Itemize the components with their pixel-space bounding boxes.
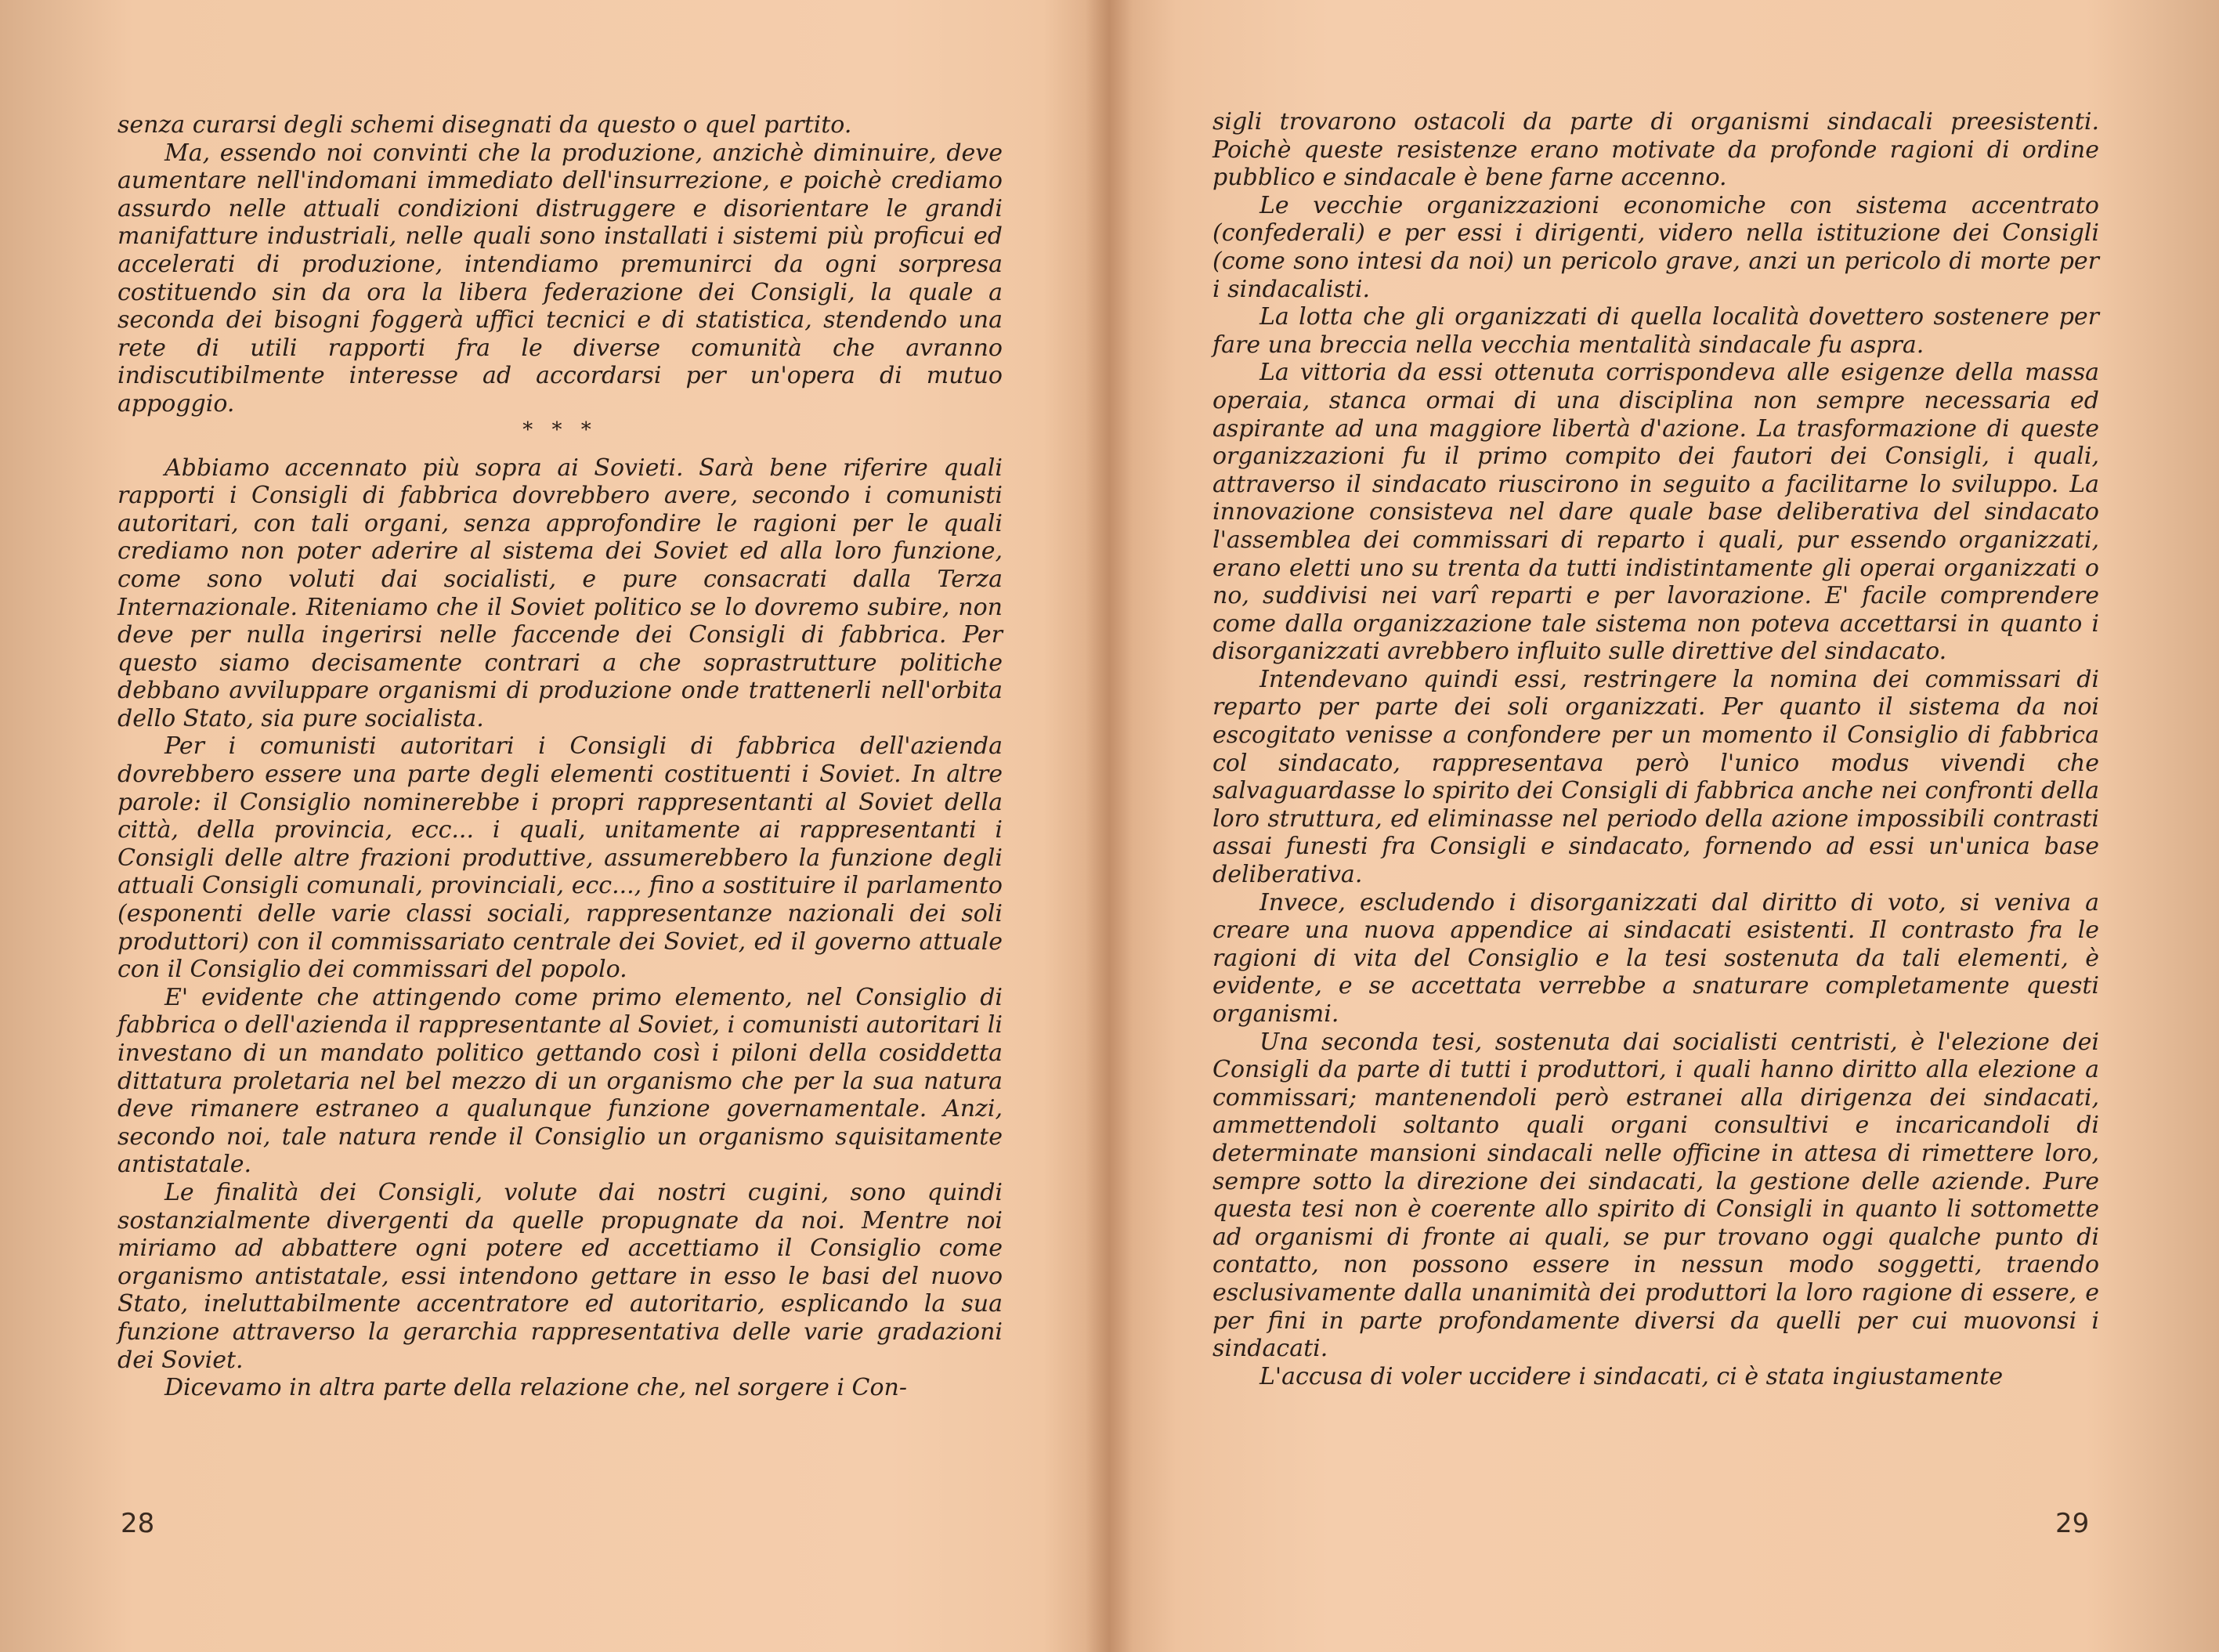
paragraph: La vittoria da essi ottenuta corrispondeva alle esigenze della massa operaia, stanca ormai di una disciplina non sempre necessaria ed aspirante ad una maggiore libertà d'azione. La trasformazione di queste organizzazioni fu il primo compito dei fautori dei Consigli, i quali, attraverso il sindacato riuscirono in seguito a facilitarne lo sviluppo. La innovazione consisteva nel dare quale base deliberativa del sindacato l'assemblea dei commissari di reparto i quali, pur essendo organizzati, erano eletti uno su trenta da tutti indistintamente gli operai organizzati o no, suddivisi nei varî reparti e per lavorazione. E' facile comprendere come dalla organizzazione tale sistema non poteva accettarsi in quanto i disorganizzati avrebbero influito sulle direttive del sindacato.	[1212, 359, 2099, 666]
paragraph: Ma, essendo noi convinti che la produzione, anzichè diminuire, deve aumentare nell'indomani immediato dell'insurrezione, e poichè crediamo assurdo nelle attuali condizioni distruggere e disorientare le grandi manifatture industriali, nelle quali sono installati i sistemi più proficui ed accelerati di produzione, intendiamo premunirci da ogni sorpresa costituendo sin da ora la libera federazione dei Consigli, la quale a seconda dei bisogni foggerà uffici tecnici e di statistica, stendendo una rete di utili rapporti fra le diverse comunità che avranno indiscutibilmente interesse ad accordarsi per un'opera di mutuo appoggio.	[117, 139, 1003, 418]
right-page	[1109, 0, 2219, 1652]
paragraph: Le finalità dei Consigli, volute dai nostri cugini, sono quindi sostanzialmente divergenti da quelle propugnate da noi. Mentre noi miriamo ad abbattere ogni potere ed accettiamo il Consiglio come organismo antistatale, essi intendono gettare in esso le basi del nuovo Stato, ineluttabilmente accentratore ed autoritario, esplicando la sua funzione attraverso la gerarchia rappresentativa delle varie gradazioni dei Soviet.	[117, 1178, 1003, 1374]
page-number: 28	[121, 1508, 155, 1539]
paragraph: Abbiamo accennato più sopra ai Sovieti. Sarà bene riferire quali rapporti i Consigli di fabbrica dovrebbero avere, secondo i comunisti autoritari, con tali organi, senza approfondire le ragioni per le quali crediamo non poter aderire al sistema dei Soviet ed alla loro funzione, come sono voluti dai socialisti, e pure consacrati dalla Terza Internazionale. Riteniamo che il Soviet politico se lo dovremo subire, non deve per nulla ingerirsi nelle faccende dei Consigli di fabbrica. Per questo siamo decisamente contrari a che soprastrutture politiche debbano avviluppare organismi di produzione onde trattenerli nell'orbita dello Stato, sia pure socialista.	[117, 454, 1003, 732]
paragraph: sigli trovarono ostacoli da parte di organismi sindacali preesistenti. Poichè queste resistenze erano motivate da profonde ragioni di ordine pubblico e sindacale è bene farne accenno.	[1212, 108, 2099, 192]
left-page	[0, 0, 1109, 1652]
paragraph: Invece, escludendo i disorganizzati dal diritto di voto, si veniva a creare una nuova appendice ai sindacati esistenti. Il contrasto fra le ragioni di vita del Consiglio e la tesi sostenuta da tali elementi, è evidente, e se accettata verrebbe a snaturare completamente questi organismi.	[1212, 888, 2099, 1028]
paragraph: Dicevamo in altra parte della relazione che, nel sorgere i Con-	[164, 1374, 907, 1402]
right-page-body	[1212, 108, 2099, 1390]
paragraph: Per i comunisti autoritari i Consigli di fabbrica dell'azienda dovrebbero essere una parte degli elementi costituenti i Soviet. In altre parole: il Consiglio nominerebbe i propri rappresentanti al Soviet della città, della provincia, ecc... i quali, unitamente ai rappresentanti i Consigli delle altre frazioni produttive, assumerebbero la funzione degli attuali Consigli comunali, provinciali, ecc..., fino a sostituire il parlamento (esponenti delle varie classi sociali, rappresentanze nazionali dei soli produttori) con il commissariato centrale dei Soviet, ed il governo attuale con il Consiglio dei commissari del popolo.	[117, 732, 1003, 984]
paragraph: Una seconda tesi, sostenuta dai socialisti centristi, è l'elezione dei Consigli da parte di tutti i produttori, i quali hanno diritto alla elezione a commissari; mantenendoli però estranei alla dirigenza dei sindacati, ammettendoli soltanto quali organi consultivi e incaricandoli di determinate mansioni sindacali nelle officine in attesa di rimettere loro, sempre sotto la direzione dei sindacati, la gestione delle aziende. Pure questa tesi non è coerente allo spirito di Consigli in quanto li sottomette ad organismi di fronte ai quali, se pur trovano oggi qualche punto di contatto, non possono essere in nessun modo soggetti, traendo esclusivamente dalla unanimità dei produttori la loro ragione di essere, e per fini in parte profondamente diversi da quelli per cui muovonsi i sindacati.	[1212, 1028, 2099, 1363]
paragraph: La lotta che gli organizzati di quella località dovettero sostenere per fare una breccia nella vecchia mentalità sindacale fu aspra.	[1212, 303, 2099, 359]
paragraph: L'accusa di voler uccidere i sindacati, ci è stata ingiustamente	[1259, 1362, 2004, 1390]
paragraph: senza curarsi degli schemi disegnati da questo o quel partito.	[117, 111, 852, 139]
paragraph: Intendevano quindi essi, restringere la nomina dei commissari di reparto per parte dei soli organizzati. Per quanto il sistema da noi escogitato venisse a confondere per un momento il Consiglio di fabbrica col sindacato, rappresentava però l'unico modus vivendi che salvaguardasse lo spirito dei Consigli di fabbrica anche nei confronti della loro struttura, ed eliminasse nel periodo della azione impossibili contrasti assai funesti fra Consigli e sindacato, fornendo ad essi un'unica base deliberativa.	[1212, 665, 2099, 889]
left-page-body	[117, 111, 1003, 1402]
section-separator: * * *	[522, 418, 598, 442]
paragraph: E' evidente che attingendo come primo elemento, nel Consiglio di fabbrica o dell'azienda il rappresentante al Soviet, i comunisti autoritari li investano di un mandato politico gettando così i piloni della cosiddetta dittatura proletaria nel bel mezzo di un organismo che per la sua natura deve rimanere estraneo a qualunque funzione governamentale. Anzi, secondo noi, tale natura rende il Consiglio un organismo squisitamente antistatale.	[117, 983, 1003, 1179]
paragraph: Le vecchie organizzazioni economiche con sistema accentrato (confederali) e per essi i dirigenti, videro nella istituzione dei Consigli (come sono intesi da noi) un pericolo grave, anzi un pericolo di morte per i sindacalisti.	[1212, 191, 2099, 303]
page-number: 29	[2055, 1508, 2090, 1539]
